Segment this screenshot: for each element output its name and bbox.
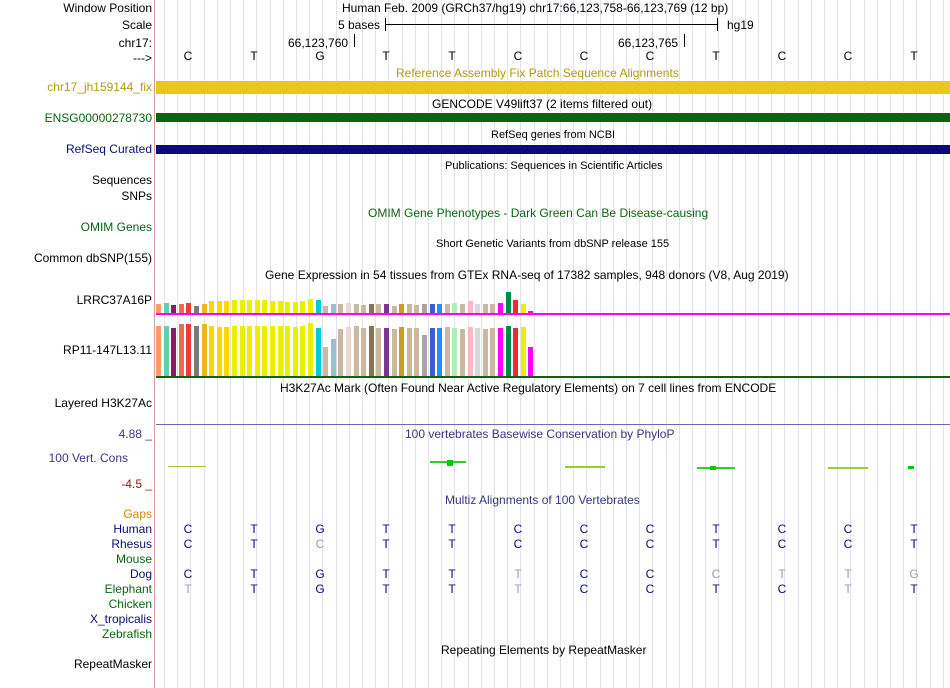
position-a: 66,123,760 (288, 36, 349, 50)
grid-line (692, 0, 693, 688)
alignment-base: T (712, 537, 720, 551)
gtex-tissue-bar[interactable] (338, 329, 343, 376)
species-label-human[interactable]: Human (113, 522, 152, 536)
dbsnp-label[interactable]: Common dbSNP(155) (33, 251, 152, 265)
fix-patch-item-label[interactable]: chr17_jh159144_fix (47, 80, 152, 94)
refseq-label[interactable]: RefSeq Curated (65, 142, 152, 156)
gtex-tissue-bar[interactable] (414, 328, 419, 376)
gtex-gene1-label[interactable]: LRRC37A16P (76, 293, 152, 307)
alignment-base: T (844, 567, 852, 581)
gtex-tissue-bar[interactable] (399, 327, 404, 376)
gaps-label: Gaps (123, 507, 152, 521)
species-label-dog[interactable]: Dog (129, 567, 152, 581)
label-separator (154, 0, 155, 688)
scale-assembly: hg19 (727, 18, 754, 32)
species-label-mouse[interactable]: Mouse (115, 552, 152, 566)
gtex-gene1-bars[interactable] (156, 283, 536, 314)
multiz-title: Multiz Alignments of 100 Vertebrates (445, 493, 640, 507)
reference-base: C (183, 49, 193, 63)
alignment-base: C (777, 522, 787, 536)
gtex-tissue-bar[interactable] (506, 326, 511, 376)
alignment-base: C (183, 537, 193, 551)
grid-line (666, 0, 667, 688)
species-label-x_tropicalis[interactable]: X_tropicalis (89, 612, 152, 626)
alignment-base: C (315, 537, 325, 551)
position-b-tick (684, 34, 685, 47)
scale-bar (385, 24, 718, 25)
gtex-tissue-bar[interactable] (430, 328, 435, 376)
gtex-tissue-bar[interactable] (316, 300, 321, 314)
gtex-tissue-bar[interactable] (346, 327, 351, 376)
fix-patch-title: Reference Assembly Fix Patch Sequence Alignments (396, 66, 679, 80)
phylop-label[interactable]: 100 Vert. Cons (48, 451, 128, 465)
alignment-base: T (514, 582, 522, 596)
alignment-base: C (645, 582, 655, 596)
gtex-tissue-bar[interactable] (262, 300, 267, 314)
gtex-tissue-bar[interactable] (186, 324, 191, 376)
grid-line (930, 0, 931, 688)
gtex-tissue-bar[interactable] (255, 300, 260, 314)
alignment-base: T (910, 522, 918, 536)
alignment-base: C (183, 522, 193, 536)
dbsnp-title: Short Genetic Variants from dbSNP release 155 (436, 238, 670, 250)
gtex-tissue-bar[interactable] (240, 326, 245, 376)
phylop-score-mark (565, 466, 605, 468)
phylop-score-mark (168, 466, 206, 467)
strand-label: ---> (133, 51, 152, 65)
chrom-label: chr17: (118, 36, 152, 50)
alignment-base: T (448, 582, 456, 596)
gtex-tissue-bar[interactable] (376, 328, 381, 376)
phylop-score-mark (908, 466, 914, 469)
gtex-tissue-bar[interactable] (445, 327, 450, 376)
gtex-tissue-bar[interactable] (513, 300, 518, 314)
gtex-tissue-bar[interactable] (323, 347, 328, 376)
gtex-tissue-bar[interactable] (483, 329, 488, 376)
h3k27ac-baseline (156, 424, 950, 425)
alignment-base: T (910, 582, 918, 596)
alignment-base: G (909, 567, 919, 581)
alignment-base: T (382, 537, 390, 551)
alignment-base: T (514, 567, 522, 581)
gtex-tissue-bar[interactable] (498, 328, 503, 376)
h3k27ac-title: H3K27Ac Mark (Often Found Near Active Regulatory Elements) on 7 cell lines from ENCODE (280, 381, 777, 395)
gtex-title: Gene Expression in 54 tissues from GTEx RNA-seq of 17382 samples, 948 donors (V8, Aug 2019) (265, 268, 789, 282)
phylop-max-label: 4.88 _ (118, 427, 152, 441)
refseq-title: RefSeq genes from NCBI (491, 129, 616, 141)
alignment-base: T (448, 537, 456, 551)
alignment-base: T (382, 567, 390, 581)
gtex-gene1-baseline (156, 313, 950, 315)
gtex-tissue-bar[interactable] (247, 300, 252, 314)
alignment-base: C (645, 522, 655, 536)
gtex-tissue-bar[interactable] (232, 326, 237, 376)
gtex-tissue-bar[interactable] (171, 328, 176, 376)
alignment-base: T (712, 582, 720, 596)
gtex-tissue-bar[interactable] (240, 300, 245, 314)
reference-base: G (315, 49, 325, 63)
gtex-tissue-bar[interactable] (506, 292, 511, 314)
phylop-score-mark (828, 467, 868, 469)
alignment-base: C (579, 582, 589, 596)
gtex-tissue-bar[interactable] (194, 326, 199, 376)
scale-value: 5 bases (338, 18, 381, 32)
reference-base: T (250, 49, 258, 63)
gtex-tissue-bar[interactable] (179, 324, 184, 376)
alignment-base: T (250, 567, 258, 581)
gtex-tissue-bar[interactable] (521, 327, 526, 376)
grid-line (811, 0, 812, 688)
alignment-base: T (250, 537, 258, 551)
snps-label[interactable]: SNPs (121, 189, 152, 203)
alignment-base: C (513, 537, 523, 551)
phylop-score-mark (447, 460, 453, 466)
gtex-tissue-bar[interactable] (209, 326, 214, 376)
alignment-base: T (712, 522, 720, 536)
gtex-gene2-label[interactable]: RP11-147L13.11 (63, 343, 152, 357)
gencode-title: GENCODE V49lift37 (2 items filtered out) (432, 97, 653, 111)
position-b: 66,123,765 (618, 36, 679, 50)
gtex-tissue-bar[interactable] (468, 327, 473, 376)
grid-line (824, 0, 825, 688)
alignment-base: T (448, 522, 456, 536)
gtex-tissue-bar[interactable] (255, 326, 260, 376)
gtex-tissue-bar[interactable] (369, 326, 374, 376)
grid-line (745, 0, 746, 688)
alignment-base: T (184, 582, 192, 596)
gtex-tissue-bar[interactable] (361, 328, 366, 376)
alignment-base: T (778, 567, 786, 581)
alignment-base: T (448, 567, 456, 581)
reference-base: T (910, 49, 918, 63)
alignment-base: C (513, 522, 523, 536)
gtex-tissue-bar[interactable] (293, 327, 298, 376)
gtex-tissue-bar[interactable] (407, 328, 412, 376)
position-a-tick (354, 34, 355, 47)
gencode-item-label[interactable]: ENSG00000278730 (44, 111, 152, 125)
grid-line (679, 0, 680, 688)
phylop-score-mark (710, 466, 716, 470)
gtex-tissue-bar[interactable] (156, 326, 161, 376)
gtex-tissue-bar[interactable] (308, 323, 313, 376)
species-label-elephant[interactable]: Elephant (104, 582, 152, 596)
grid-line (877, 0, 878, 688)
reference-base: C (843, 49, 853, 63)
gtex-tissue-bar[interactable] (331, 339, 336, 376)
gtex-tissue-bar[interactable] (437, 328, 442, 376)
alignment-base: C (579, 537, 589, 551)
omim-label[interactable]: OMIM Genes (80, 220, 152, 234)
omim-title: OMIM Gene Phenotypes - Dark Green Can Be Disease-causing (368, 206, 709, 220)
alignment-base: C (843, 537, 853, 551)
refseq-feature-bar[interactable] (156, 145, 950, 154)
alignment-base: T (382, 582, 390, 596)
gtex-tissue-bar[interactable] (278, 326, 283, 376)
gtex-tissue-bar[interactable] (164, 326, 169, 376)
reference-base: C (579, 49, 589, 63)
gtex-gene2-bars[interactable] (156, 317, 536, 376)
alignment-base: C (183, 567, 193, 581)
grid-line (798, 0, 799, 688)
gtex-tissue-bar[interactable] (300, 326, 305, 376)
gtex-tissue-bar[interactable] (460, 329, 465, 376)
alignment-base: C (579, 522, 589, 536)
phylop-min-label: -4.5 _ (121, 477, 152, 491)
alignment-base: C (777, 582, 787, 596)
grid-line (864, 0, 865, 688)
gtex-tissue-bar[interactable] (202, 324, 207, 376)
reference-base: T (382, 49, 390, 63)
window-position-value: Human Feb. 2009 (GRCh37/hg19) chr17:66,123,758-66,123,769 (12 bp) (342, 1, 729, 15)
grid-line (758, 0, 759, 688)
gtex-gene2-baseline (156, 376, 950, 378)
species-label-zebrafish[interactable]: Zebrafish (101, 627, 152, 641)
alignment-base: C (711, 567, 721, 581)
grid-line (943, 0, 944, 688)
gtex-tissue-bar[interactable] (217, 327, 222, 376)
alignment-base: C (843, 522, 853, 536)
grid-line (732, 0, 733, 688)
gtex-tissue-bar[interactable] (422, 335, 427, 376)
repeatmasker-label[interactable]: RepeatMasker (73, 657, 152, 671)
phylop-title: 100 vertebrates Basewise Conservation by PhyloP (405, 427, 675, 441)
alignment-base: T (382, 522, 390, 536)
alignment-base: T (910, 537, 918, 551)
phylop-score-mark (697, 467, 735, 469)
window-position-label: Window Position (63, 1, 152, 15)
alignment-base: G (315, 582, 325, 596)
reference-base: C (777, 49, 787, 63)
grid-line (890, 0, 891, 688)
gtex-tissue-bar[interactable] (384, 328, 389, 376)
gencode-feature-bar[interactable] (156, 113, 950, 122)
alignment-base: C (645, 567, 655, 581)
gtex-tissue-bar[interactable] (270, 326, 275, 376)
gtex-tissue-bar[interactable] (513, 328, 518, 376)
fix-patch-bar[interactable] (156, 81, 950, 94)
gtex-tissue-bar[interactable] (232, 300, 237, 314)
alignment-base: T (250, 582, 258, 596)
reference-base: C (645, 49, 655, 63)
reference-base: T (712, 49, 720, 63)
alignment-base: G (315, 567, 325, 581)
gtex-tissue-bar[interactable] (392, 329, 397, 376)
scale-bar-left-tick (385, 18, 386, 31)
gtex-tissue-bar[interactable] (247, 326, 252, 376)
gtex-tissue-bar[interactable] (452, 328, 457, 376)
gtex-tissue-bar[interactable] (262, 326, 267, 376)
gtex-tissue-bar[interactable] (475, 328, 480, 376)
repeatmasker-title: Repeating Elements by RepeatMasker (441, 643, 647, 657)
alignment-base: C (777, 537, 787, 551)
alignment-base: C (579, 567, 589, 581)
alignment-base: G (315, 522, 325, 536)
publications-title: Publications: Sequences in Scientific Articles (445, 160, 663, 172)
species-label-rhesus[interactable]: Rhesus (111, 537, 152, 551)
gtex-tissue-bar[interactable] (528, 347, 533, 376)
gtex-tissue-bar[interactable] (354, 326, 359, 376)
gtex-tissue-bar[interactable] (308, 299, 313, 314)
gtex-tissue-bar[interactable] (316, 328, 321, 376)
species-label-chicken[interactable]: Chicken (108, 597, 152, 611)
scale-bar-right-tick (717, 18, 718, 31)
alignment-base: T (250, 522, 258, 536)
h3k27ac-label[interactable]: Layered H3K27Ac (54, 396, 152, 410)
scale-label: Scale (121, 18, 152, 32)
reference-base: T (448, 49, 456, 63)
publications-label[interactable]: Sequences (91, 173, 152, 187)
alignment-base: C (645, 537, 655, 551)
alignment-base: T (844, 582, 852, 596)
gtex-tissue-bar[interactable] (224, 327, 229, 376)
gtex-tissue-bar[interactable] (285, 326, 290, 376)
gtex-tissue-bar[interactable] (490, 328, 495, 376)
reference-base: C (513, 49, 523, 63)
